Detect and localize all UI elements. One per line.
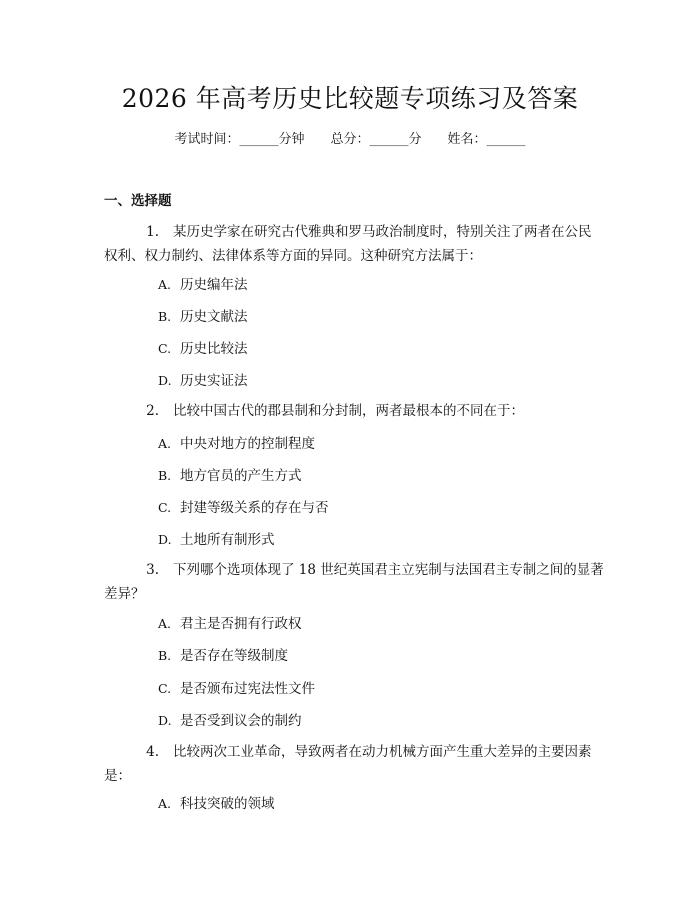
question-3	[104, 558, 604, 606]
option-letter: A.	[158, 277, 172, 292]
question-4	[104, 740, 604, 788]
question-2	[104, 399, 604, 423]
option-letter: A.	[158, 796, 172, 811]
option-letter: A.	[158, 616, 172, 631]
question-number: 2.	[146, 403, 159, 419]
question-2-option-d	[158, 530, 275, 550]
question-2-option-b	[158, 466, 302, 486]
option-letter: C.	[158, 681, 172, 696]
total-score-field: 总分：______分	[330, 132, 422, 147]
exam-meta	[0, 130, 700, 150]
option-letter: A.	[158, 436, 172, 451]
option-letter: C.	[158, 341, 172, 356]
question-text: 某历史学家在研究古代雅典和罗马政治制度时，特别关注了两者在公民权利、权力制约、法律体系等方面的异同。这种研究方法属于：	[104, 224, 592, 264]
question-text: 比较中国古代的郡县制和分封制，两者最根本的不同在于：	[173, 403, 524, 419]
question-2-option-a	[158, 434, 315, 454]
option-text: 历史文献法	[180, 309, 248, 325]
option-letter: D.	[158, 373, 172, 388]
question-number: 3.	[146, 562, 159, 578]
option-text: 地方官员的产生方式	[180, 468, 302, 484]
option-text: 中央对地方的控制程度	[180, 436, 315, 452]
question-3-option-d	[158, 711, 302, 731]
option-letter: B.	[158, 309, 172, 324]
question-1-option-c	[158, 339, 248, 359]
question-text: 下列哪个选项体现了 18 世纪英国君主立宪制与法国君主专制之间的显著差异？	[104, 562, 604, 602]
option-letter: B.	[158, 468, 172, 483]
option-letter: D.	[158, 532, 172, 547]
option-text: 是否受到议会的制约	[180, 713, 302, 729]
question-4-option-a	[158, 794, 275, 814]
question-1	[104, 220, 604, 268]
option-letter: D.	[158, 713, 172, 728]
exam-time-field: 考试时间：______分钟	[174, 132, 305, 147]
option-letter: C.	[158, 500, 172, 515]
question-number: 1.	[146, 224, 159, 240]
option-text: 科技突破的领域	[180, 796, 275, 812]
question-1-option-b	[158, 307, 248, 327]
question-number: 4.	[146, 744, 159, 760]
option-text: 是否存在等级制度	[180, 648, 288, 664]
question-1-option-d	[158, 371, 248, 391]
name-field: 姓名：______	[447, 132, 526, 147]
option-text: 历史编年法	[180, 277, 248, 293]
option-text: 土地所有制形式	[180, 532, 275, 548]
question-3-option-c	[158, 679, 315, 699]
question-1-option-a	[158, 275, 248, 295]
option-text: 封建等级关系的存在与否	[180, 500, 329, 516]
option-text: 历史实证法	[180, 373, 248, 389]
page-title: 2026 年高考历史比较题专项练习及答案	[121, 84, 579, 113]
option-letter: B.	[158, 648, 172, 663]
question-text: 比较两次工业革命，导致两者在动力机械方面产生重大差异的主要因素是：	[104, 744, 592, 784]
question-3-option-a	[158, 614, 302, 634]
option-text: 是否颁布过宪法性文件	[180, 681, 315, 697]
section-heading: 一、选择题	[104, 193, 172, 209]
option-text: 君主是否拥有行政权	[180, 616, 302, 632]
question-3-option-b	[158, 646, 288, 666]
question-2-option-c	[158, 498, 329, 518]
option-text: 历史比较法	[180, 341, 248, 357]
